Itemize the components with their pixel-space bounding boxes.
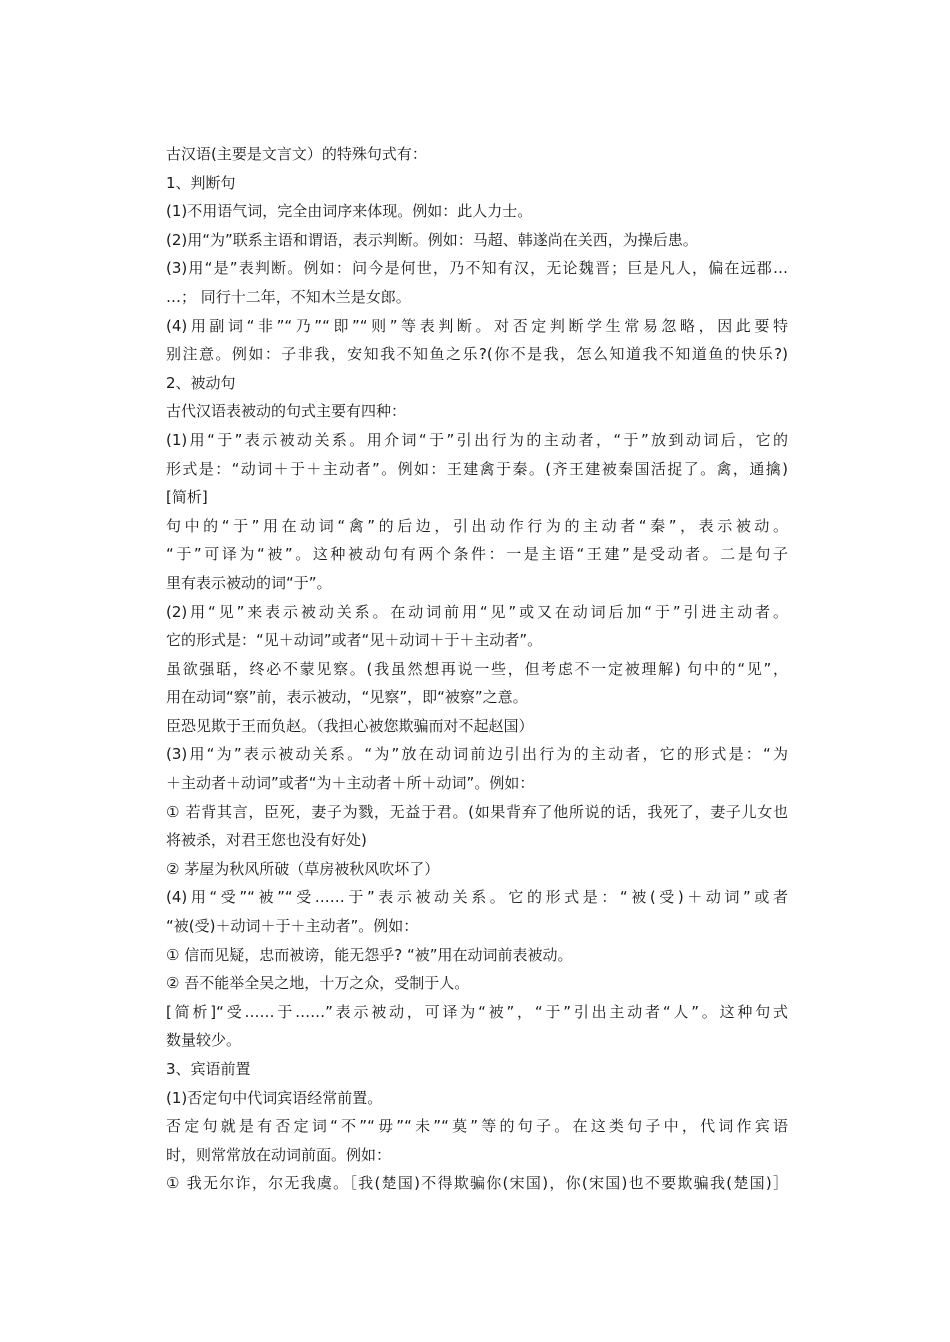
paragraph-line: 别注意。例如：子非我，安知我不知鱼之乐?(你不是我，怎么知道我不知道鱼的快乐?) <box>166 345 788 364</box>
example-line: 将被杀，对君王您也没有好处) <box>166 831 367 850</box>
example-line: ② 吾不能举全吴之地，十万之众，受制于人。 <box>166 974 470 993</box>
paragraph-line: (4)用副词“非”“乃”“即”“则”等表判断。对否定判断学生常易忽略，因此要特 <box>166 316 788 335</box>
example-line: ② 茅屋为秋风所破（草房被秋风吹坏了） <box>166 859 440 878</box>
paragraph-line: (1)否定句中代词宾语经常前置。 <box>166 1088 383 1107</box>
paragraph-line: 形式是：“动词＋于＋主动者”。例如：王建禽于秦。(齐王建被秦国活捉了。禽，通擒) <box>166 459 788 478</box>
paragraph-line: (3)用“为”表示被动关系。“为”放在动词前边引出行为的主动者，它的形式是：“为 <box>166 745 788 764</box>
paragraph-line: ＋主动者＋动词”或者“为＋主动者＋所＋动词”。例如： <box>166 774 535 793</box>
document-body <box>166 140 788 1198</box>
paragraph-line: 里有表示被动的词“于”。 <box>166 573 332 592</box>
paragraph-line: …； 同行十二年，不知木兰是女郎。 <box>166 287 411 306</box>
section-heading: 1、判断句 <box>166 173 236 192</box>
section-heading: 3、宾语前置 <box>166 1060 251 1078</box>
paragraph-line: (3)用“是”表判断。例如：问今是何世，乃不知有汉，无论魏晋；巨是凡人，偏在远郡… <box>166 259 788 278</box>
paragraph-line: (1)不用语气词，完全由词序来体现。例如：此人力士。 <box>166 202 533 221</box>
example-line: ① 信而见疑，忠而被谤，能无怨乎? “被”用在动词前表被动。 <box>166 945 573 964</box>
paragraph-line: 臣恐见欺于王而负赵。（我担心被您欺骗而对不起赵国） <box>166 716 534 735</box>
paragraph-line: 句中的“于”用在动词“禽”的后边，引出动作行为的主动者“秦”，表示被动。 <box>166 516 788 535</box>
paragraph-line: (1)用“于”表示被动关系。用介词“于”引出行为的主动者，“于”放到动词后，它的 <box>166 430 788 449</box>
paragraph-line: 否定句就是有否定词“不”“毋”“未”“莫”等的句子。在这类句子中，代词作宾语 <box>166 1117 788 1136</box>
paragraph-line: 虽欲强聒，终必不蒙见察。(我虽然想再说一些，但考虑不一定被理解) 句中的“见”， <box>166 659 788 678</box>
example-line: ① 我无尔诈，尔无我虞。［我(楚国)不得欺骗你(宋国)，你(宋国)也不要欺骗我(楚国)］ <box>166 1174 788 1193</box>
section-heading: 2、被动句 <box>166 373 236 392</box>
paragraph-line: “于”可译为“被”。这种被动句有两个条件：一是主语“王建”是受动者。二是句子 <box>166 545 788 564</box>
paragraph-line: (2)用“为”联系主语和谓语，表示判断。例如：马超、韩遂尚在关西，为操后患。 <box>166 230 698 249</box>
paragraph-line: “被(受)＋动词＋于＋主动者”。例如： <box>166 917 419 936</box>
paragraph-line: 数量较少。 <box>166 1031 242 1050</box>
document-title: 古汉语(主要是文言文）的特殊句式有： <box>166 145 427 163</box>
paragraph-line: (2)用“见”来表示被动关系。在动词前用“见”或又在动词后加“于”引进主动者。 <box>166 602 788 621</box>
analysis-label: [简析] <box>166 488 208 507</box>
paragraph-line: 古代汉语表被动的句式主要有四种： <box>166 402 407 421</box>
paragraph-line: 用在动词“察”前，表示被动，“见察”，即“被察”之意。 <box>166 688 528 707</box>
paragraph-line: 它的形式是：“见＋动词”或者“见＋动词＋于＋主动者”。 <box>166 631 543 650</box>
example-line: ① 若背其言，臣死，妻子为戮，无益于君。(如果背弃了他所说的话，我死了，妻子儿女也 <box>166 802 788 821</box>
paragraph-line: (4)用“受”“被”“受……于”表示被动关系。它的形式是：“被(受)＋动词”或者 <box>166 888 788 907</box>
paragraph-line: [简析]“受……于……”表示被动，可译为“被”，“于”引出主动者“人”。这种句式 <box>166 1002 788 1021</box>
paragraph-line: 时，则常常放在动词前面。例如： <box>166 1145 392 1164</box>
